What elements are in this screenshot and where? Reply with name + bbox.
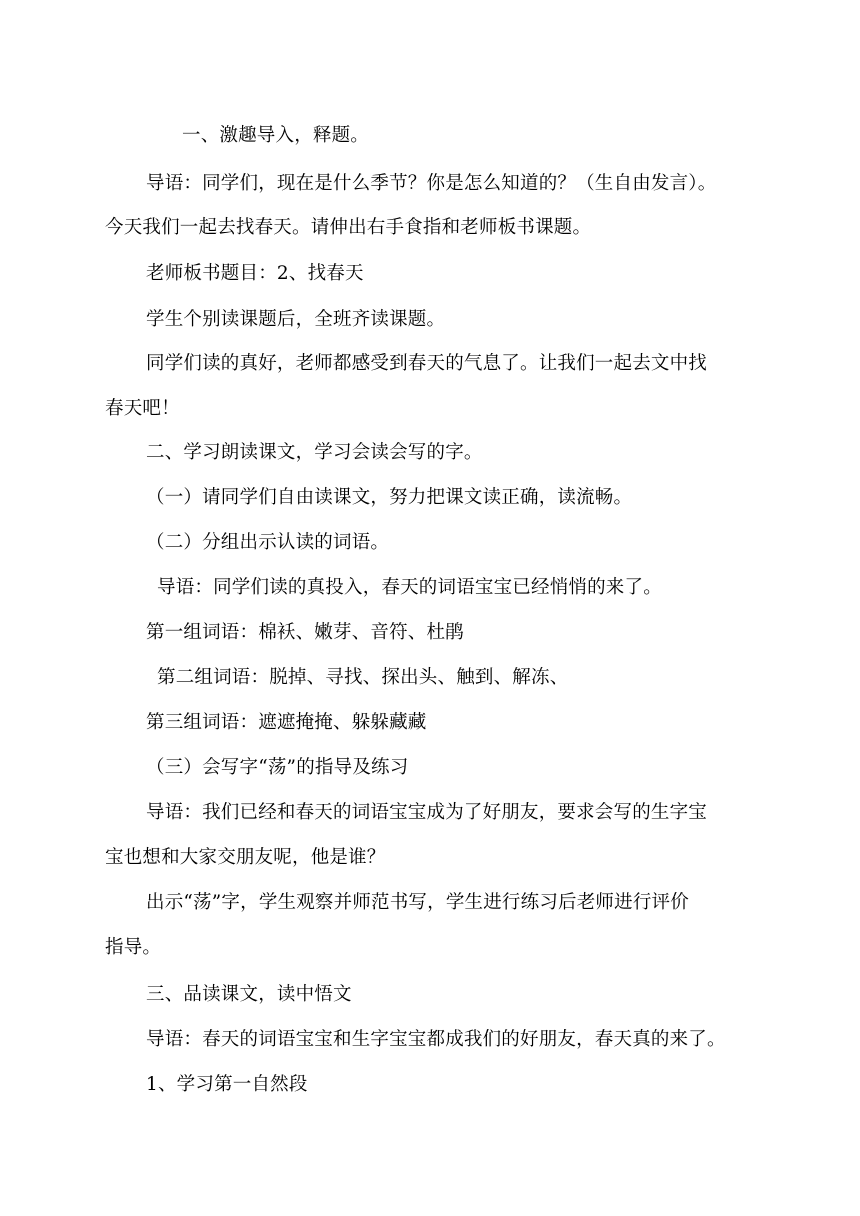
paragraph-line: 同学们读的真好，老师都感受到春天的气息了。让我们一起去文中找	[146, 353, 708, 374]
paragraph-line: 春天吧！	[105, 398, 180, 419]
paragraph-line: 今天我们一起去找春天。请伸出右手食指和老师板书课题。	[105, 217, 592, 238]
paragraph-line: （二）分组出示认读的词语。	[146, 532, 390, 553]
paragraph-line: （三）会写字“荡”的指导及练习	[146, 757, 409, 778]
paragraph-line: 宝也想和大家交朋友呢，他是谁？	[105, 847, 386, 868]
paragraph-line: 第二组词语：脱掉、寻找、探出头、触到、解冻、	[157, 667, 569, 688]
paragraph-line: 第一组词语：棉袄、嫩芽、音符、杜鹃	[146, 622, 464, 643]
paragraph-line: 老师板书题目：2、找春天	[146, 263, 364, 284]
section-heading-3: 三、品读课文，读中悟文	[146, 984, 352, 1005]
paragraph-line: 1、学习第一自然段	[146, 1074, 308, 1095]
paragraph-line: （一）请同学们自由读课文，努力把课文读正确，读流畅。	[146, 487, 633, 508]
paragraph-line: 导语：我们已经和春天的词语宝宝成为了好朋友，要求会写的生字宝	[146, 802, 708, 823]
paragraph-line: 指导。	[105, 937, 162, 958]
paragraph-line: 导语：同学们，现在是什么季节？你是怎么知道的？（生自由发言）。	[146, 173, 717, 194]
paragraph-line: 导语：同学们读的真投入，春天的词语宝宝已经悄悄的来了。	[157, 577, 662, 598]
paragraph-line: 学生个别读课题后，全班齐读课题。	[146, 309, 446, 330]
paragraph-line: 第三组词语：遮遮掩掩、躲躲藏藏	[146, 712, 427, 733]
section-heading-1: 一、激趣导入，释题。	[182, 125, 370, 146]
section-heading-2: 二、学习朗读课文，学习会读会写的字。	[146, 442, 483, 463]
paragraph-line: 出示“荡”字，学生观察并师范书写，学生进行练习后老师进行评价	[146, 892, 689, 913]
paragraph-line: 导语：春天的词语宝宝和生字宝宝都成我们的好朋友，春天真的来了。	[146, 1029, 726, 1050]
